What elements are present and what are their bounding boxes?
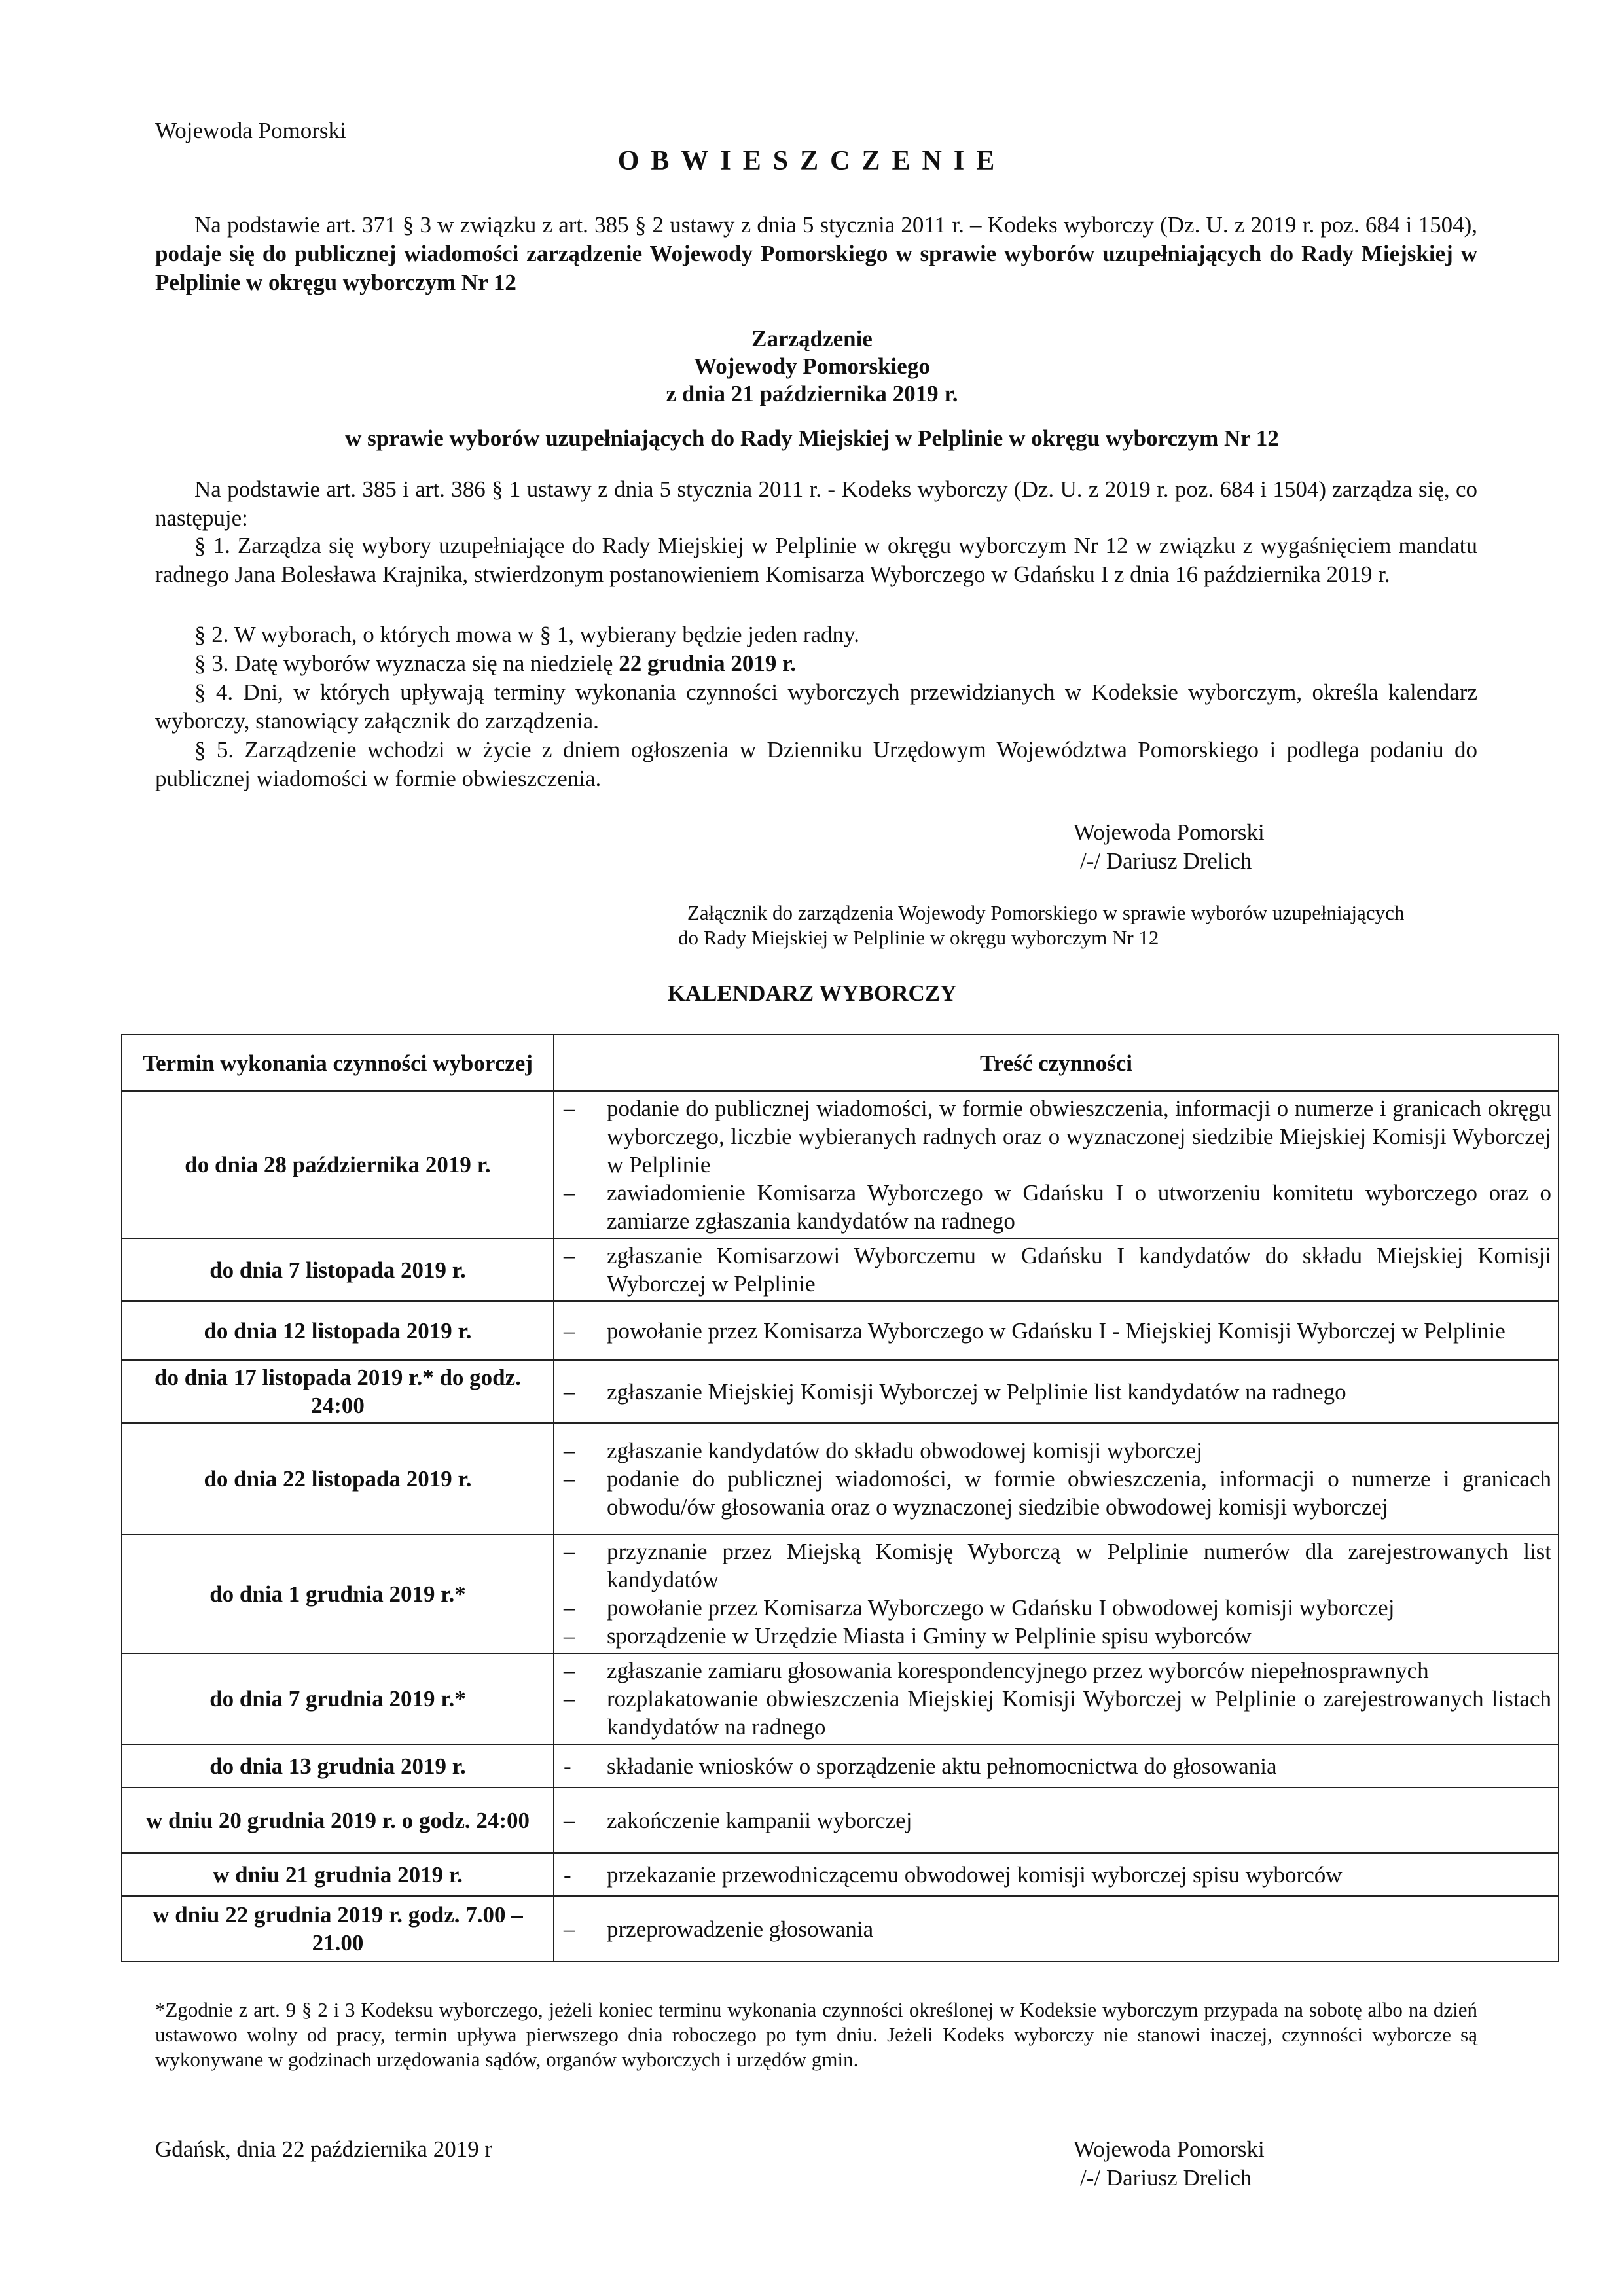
term-cell: do dnia 7 grudnia 2019 r.* (122, 1653, 554, 1744)
activity-item (561, 1861, 1551, 1889)
activity-list (561, 1094, 1551, 1235)
dash-bullet: – (564, 1243, 575, 1268)
activity-text: rozplakatowanie obwieszczenia Miejskiej Komisji Wyborczej w Pelplinie o zarejestrowanych listach kandydatów na radnego (607, 1686, 1551, 1740)
authority-label: Wojewoda Pomorski (155, 118, 346, 143)
activity-text: podanie do publicznej wiadomości, w formie obwieszczenia, informacji o numerze i granicach okręgu wyborczego, liczbie wybieranych radnych oraz o wyznaczonej siedzibie Miejskiej Komisji Wyborczej w Pelplinie (607, 1096, 1551, 1177)
activity-cell (554, 1787, 1559, 1853)
activity-cell (554, 1301, 1559, 1360)
activity-cell (554, 1360, 1559, 1423)
dash-bullet: – (564, 1658, 575, 1683)
activity-text: przekazanie przewodniczącemu obwodowej komisji wyborczej spisu wyborców (607, 1861, 1343, 1888)
column-header-content: Treść czynności (554, 1035, 1559, 1091)
activity-item (561, 1242, 1551, 1298)
table-row (122, 1301, 1559, 1360)
paragraph-2: § 2. W wyborach, o których mowa w § 1, wybierany będzie jeden radny. (194, 622, 860, 647)
table-row (122, 1360, 1559, 1423)
activity-list (561, 1752, 1551, 1780)
activity-list (561, 1861, 1551, 1889)
activity-text: sporządzenie w Urzędzie Miasta i Gminy w Pelplinie spisu wyborców (607, 1623, 1252, 1649)
term-cell: w dniu 20 grudnia 2019 r. o godz. 24:00 (122, 1787, 554, 1853)
dash-bullet: – (564, 1623, 575, 1649)
paragraph-5: § 5. Zarządzenie wchodzi w życie z dniem ogłoszenia w Dzienniku Urzędowym Województwa Pomorskiego i podlega podaniu do publicznej wiadomości w formie obwieszczenia. (155, 737, 1477, 791)
order-heading-3: z dnia 21 października 2019 r. (666, 381, 958, 406)
term-cell: do dnia 22 listopada 2019 r. (122, 1423, 554, 1534)
activity-text: przeprowadzenie głosowania (607, 1916, 874, 1942)
activity-cell (554, 1238, 1559, 1301)
activity-text: zawiadomienie Komisarza Wyborczego w Gdańsku I o utworzeniu komitetu wyborczego oraz o zamiarze zgłaszania kandydatów na radnego (607, 1180, 1551, 1234)
paragraph-4: § 4. Dni, w których upływają terminy wykonania czynności wyborczych przewidzianych w Kodeksie wyborczym, określa kalendarz wyborczy, stanowiący załącznik do zarządzenia. (155, 679, 1477, 734)
term-cell: do dnia 7 listopada 2019 r. (122, 1238, 554, 1301)
table-row (122, 1787, 1559, 1853)
activity-item (561, 1806, 1551, 1835)
order-subject: w sprawie wyborów uzupełniających do Rady Miejskiej w Pelplinie w okręgu wyborczym Nr 12 (345, 425, 1279, 451)
term-cell: w dniu 22 grudnia 2019 r. godz. 7.00 – 21.00 (122, 1896, 554, 1962)
term-cell: do dnia 1 grudnia 2019 r.* (122, 1534, 554, 1653)
place-date: Gdańsk, dnia 22 października 2019 r (155, 2136, 493, 2162)
term-cell: w dniu 21 grudnia 2019 r. (122, 1853, 554, 1896)
activity-item (561, 1537, 1551, 1594)
dash-bullet: – (564, 1096, 575, 1121)
activity-text: powołanie przez Komisarza Wyborczego w Gdańsku I obwodowej komisji wyborczej (607, 1595, 1395, 1621)
activity-cell (554, 1744, 1559, 1787)
activity-cell (554, 1653, 1559, 1744)
activity-item (561, 1622, 1551, 1650)
term-cell: do dnia 12 listopada 2019 r. (122, 1301, 554, 1360)
dash-bullet: – (564, 1686, 575, 1712)
footer-signature-name: /-/ Dariusz Drelich (1080, 2165, 1252, 2191)
table-row (122, 1744, 1559, 1787)
activity-item (561, 1465, 1551, 1521)
term-cell: do dnia 13 grudnia 2019 r. (122, 1744, 554, 1787)
activity-text: zakończenie kampanii wyborczej (607, 1807, 912, 1833)
activity-cell (554, 1853, 1559, 1896)
election-date: 22 grudnia 2019 r. (619, 651, 797, 676)
dash-bullet: - (564, 1753, 571, 1779)
activity-text: składanie wniosków o sporządzenie aktu pełnomocnictwa do głosowania (607, 1753, 1277, 1779)
activity-list (561, 1317, 1551, 1345)
dash-bullet: – (564, 1539, 575, 1564)
activity-list (561, 1657, 1551, 1741)
intro-paragraph (155, 211, 1477, 297)
table-row (122, 1238, 1559, 1301)
activity-list (561, 1537, 1551, 1650)
order-heading-1: Zarządzenie (751, 326, 873, 351)
order-heading-2: Wojewody Pomorskiego (694, 353, 930, 379)
activity-item (561, 1437, 1551, 1465)
activity-cell (554, 1423, 1559, 1534)
activity-list (561, 1437, 1551, 1521)
column-header-term: Termin wykonania czynności wyborczej (122, 1035, 554, 1091)
term-cell: do dnia 28 października 2019 r. (122, 1091, 554, 1238)
activity-cell (554, 1534, 1559, 1653)
order-preamble: Na podstawie art. 385 i art. 386 § 1 ustawy z dnia 5 stycznia 2011 r. - Kodeks wyborczy (Dz. U. z 2019 r. poz. 684 i 1504) zarządza się, co następuje: (155, 476, 1477, 531)
activity-item (561, 1179, 1551, 1235)
table-row (122, 1534, 1559, 1653)
annex-line-2: do Rady Miejskiej w Pelplinie w okręgu wyborczym Nr 12 (678, 926, 1159, 949)
table-row (122, 1896, 1559, 1962)
activity-cell (554, 1896, 1559, 1962)
table-row (122, 1653, 1559, 1744)
footer-signature-title: Wojewoda Pomorski (1074, 2136, 1265, 2162)
calendar-table (121, 1034, 1559, 1962)
dash-bullet: – (564, 1318, 575, 1344)
activity-item (561, 1317, 1551, 1345)
activity-text: zgłaszanie Komisarzowi Wyborczemu w Gdańsku I kandydatów do składu Miejskiej Komisji Wyborczej w Pelplinie (607, 1243, 1551, 1297)
calendar-title: KALENDARZ WYBORCZY (667, 980, 957, 1006)
table-row (122, 1853, 1559, 1896)
paragraph-3-text: § 3. Datę wyborów wyznacza się na niedzielę (194, 651, 619, 676)
activity-text: podanie do publicznej wiadomości, w formie obwieszczenia, informacji o numerze i granicach obwodu/ów głosowania oraz o wyznaczonej siedzibie obwodowej komisji wyborczej (607, 1465, 1551, 1520)
dash-bullet: - (564, 1861, 571, 1888)
dash-bullet: – (564, 1465, 575, 1492)
activity-text: przyznanie przez Miejską Komisję Wyborczą w Pelplinie numerów dla zarejestrowanych list kandydatów (607, 1539, 1551, 1592)
dash-bullet: – (564, 1180, 575, 1206)
activity-list (561, 1378, 1551, 1406)
activity-item (561, 1915, 1551, 1943)
signature-name: /-/ Dariusz Drelich (1080, 848, 1252, 874)
table-row (122, 1423, 1559, 1534)
signature-title: Wojewoda Pomorski (1074, 819, 1265, 845)
term-cell: do dnia 17 listopada 2019 r.* do godz. 24:00 (122, 1360, 554, 1423)
table-row (122, 1091, 1559, 1238)
activity-item (561, 1685, 1551, 1741)
intro-bold-text: podaje się do publicznej wiadomości zarządzenie Wojewody Pomorskiego w sprawie wyborów uzupełniających do Rady Miejskiej w Pelplinie w okręgu wyborczym Nr 12 (155, 241, 1477, 295)
dash-bullet: – (564, 1378, 575, 1405)
paragraph-1: § 1. Zarządza się wybory uzupełniające do Rady Miejskiej w Pelplinie w okręgu wyborczym Nr 12 w związku z wygaśnięciem mandatu radnego Jana Bolesława Krajnika, stwierdzonym postanowieniem Komisarza Wyborczego w Gdańsku I z dnia 16 października 2019 r. (155, 533, 1477, 587)
footnote: *Zgodnie z art. 9 § 2 i 3 Kodeksu wyborczego, jeżeli koniec terminu wykonania czynności określonej w Kodeksie wyborczym przypada na sobotę albo na dzień ustawowo wolny od pracy, termin upływa pierwszego dnia roboczego po tym dniu. Jeżeli Kodeks wyborczy nie stanowi inaczej, czynności wyborcze są wykonywane w godzinach urzędowania sądów, organów wyborczych i urzędów gmin. (155, 1998, 1477, 2071)
activity-text: powołanie przez Komisarza Wyborczego w Gdańsku I - Miejskiej Komisji Wyborczej w Pelplinie (607, 1318, 1506, 1344)
activity-list (561, 1806, 1551, 1835)
dash-bullet: – (564, 1437, 575, 1463)
dash-bullet: – (564, 1595, 575, 1621)
activity-item (561, 1594, 1551, 1622)
activity-text: zgłaszanie kandydatów do składu obwodowej komisji wyborczej (607, 1437, 1202, 1463)
activity-cell (554, 1091, 1559, 1238)
activity-list (561, 1915, 1551, 1943)
intro-text: Na podstawie art. 371 § 3 w związku z art. 385 § 2 ustawy z dnia 5 stycznia 2011 r. – Kodeks wyborczy (Dz. U. z 2019 r. poz. 684 i 1504), (194, 212, 1477, 238)
activity-item (561, 1094, 1551, 1179)
activity-item (561, 1752, 1551, 1780)
dash-bullet: – (564, 1916, 575, 1942)
activity-item (561, 1378, 1551, 1406)
annex-line-1: Załącznik do zarządzenia Wojewody Pomorskiego w sprawie wyborów uzupełniających (687, 901, 1405, 924)
activity-text: zgłaszanie Miejskiej Komisji Wyborczej w Pelplinie list kandydatów na radnego (607, 1378, 1346, 1405)
activity-item (561, 1657, 1551, 1685)
paragraph-3 (155, 649, 1477, 678)
dash-bullet: – (564, 1807, 575, 1833)
activity-text: zgłaszanie zamiaru głosowania korespondencyjnego przez wyborców niepełnosprawnych (607, 1658, 1429, 1683)
document-title: OBWIESZCZENIE (617, 146, 1007, 176)
activity-list (561, 1242, 1551, 1298)
